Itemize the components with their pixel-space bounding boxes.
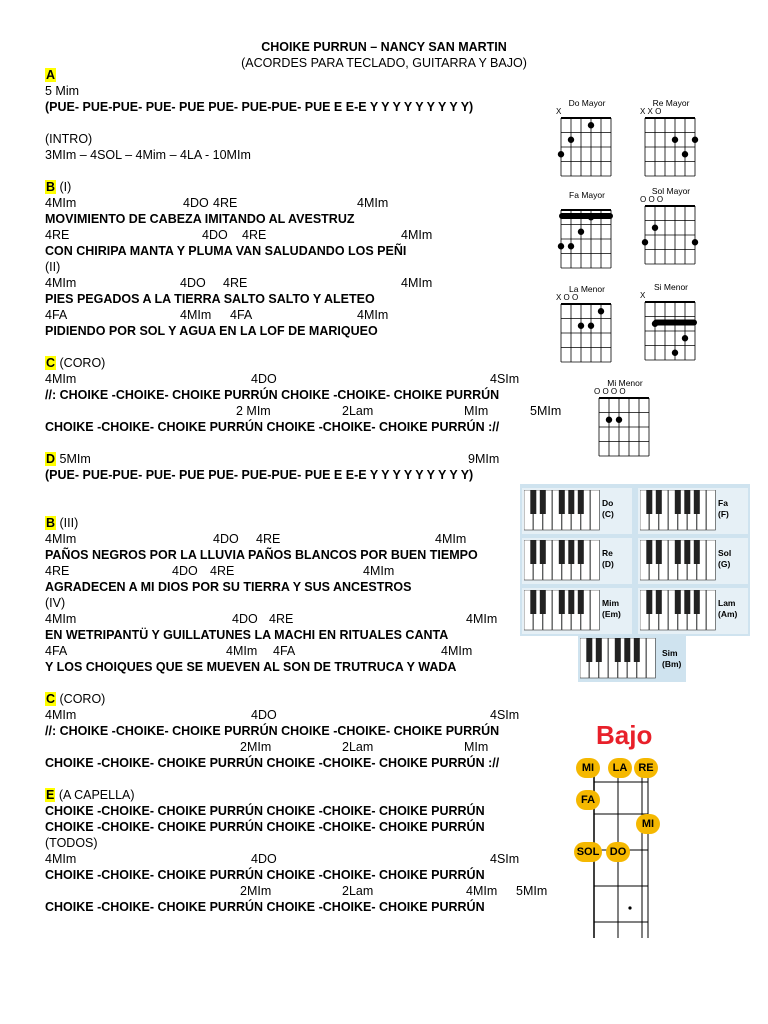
note-line — [45, 148, 251, 163]
chord-symbol: 4MIm — [45, 276, 77, 290]
section-label: E — [46, 788, 55, 802]
chord-symbol: MIm — [464, 404, 489, 418]
lyric-line — [45, 420, 499, 435]
lyric-line — [45, 724, 499, 739]
line-text: //: CHOIKE -CHOIKE- CHOIKE PURRÚN CHOIKE -CHOIKE- CHOIKE PURRÚN — [45, 724, 500, 738]
chord-symbol: 4FA — [45, 644, 68, 658]
line-text: (CORO) — [56, 356, 106, 370]
song-subtitle: (ACORDES PARA TECLADO, GUITARRA Y BAJO) — [241, 56, 527, 70]
guitar-chord-box — [550, 284, 624, 364]
chord-symbol: 4RE — [45, 564, 70, 578]
bass-note: MI — [576, 758, 600, 778]
chord-symbol: 4DO — [172, 564, 198, 578]
piano-keys-icon — [640, 540, 716, 582]
chord-symbol: 4DO — [251, 852, 277, 866]
piano-chord-mim: Mim (Em) — [522, 588, 632, 634]
chord-symbol: 4MIm — [45, 708, 77, 722]
guitar-chord-box — [588, 378, 662, 458]
string-marks: O O O — [640, 195, 664, 204]
line-text: (IV) — [45, 596, 66, 610]
line-text: MOVIMIENTO DE CABEZA IMITANDO AL AVESTRUZ — [45, 212, 355, 226]
chord-symbol: 2 MIm — [236, 404, 271, 418]
chord-symbol: 4MIm — [45, 372, 77, 386]
bass-note: SOL — [574, 842, 602, 862]
chord-symbol: 4MIm — [45, 612, 77, 626]
string-marks: X O O — [556, 293, 579, 302]
chord-symbol: 4MIm — [226, 644, 258, 658]
line-text: CHOIKE -CHOIKE- CHOIKE PURRÚN CHOIKE -CHOIKE- CHOIKE PURRÚN :// — [45, 420, 500, 434]
section-label: C — [46, 692, 56, 706]
bass-note: FA — [576, 790, 600, 810]
line-text: Y LOS CHOIQUES QUE SE MUEVEN AL SON DE TRUTRUCA Y WADA — [45, 660, 457, 674]
line-text: (CORO) — [56, 692, 106, 706]
fretboard-icon — [557, 302, 617, 364]
guitar-chord-name: Fa Mayor — [569, 190, 605, 200]
section-header — [45, 692, 105, 707]
guitar-chord-box — [634, 98, 708, 178]
section-header — [45, 788, 135, 803]
string-marks: X — [556, 107, 562, 116]
chord-symbol: 4MIm — [401, 228, 433, 242]
lyric-line — [45, 292, 375, 307]
chord-symbol: 4RE — [256, 532, 281, 546]
line-text: (II) — [45, 260, 61, 274]
chord-symbol: 4SIm — [490, 708, 520, 722]
bass-note: LA — [608, 758, 632, 778]
bass-title: Bajo — [596, 720, 653, 750]
section-label: A — [46, 68, 56, 82]
section-label: D — [46, 452, 56, 466]
guitar-chord-name: Si Menor — [653, 282, 688, 292]
section-header — [45, 180, 71, 195]
section-header — [45, 452, 91, 467]
chord-symbol: 4FA — [230, 308, 253, 322]
lyric-line — [45, 820, 485, 835]
lyric-line — [45, 324, 378, 339]
chord-symbol: 4DO — [202, 228, 228, 242]
chord-symbol: 2MIm — [240, 740, 272, 754]
chord-symbol: 4DO — [251, 708, 277, 722]
chord-symbol: 4RE — [242, 228, 267, 242]
guitar-chord-box — [634, 282, 708, 362]
line-text: CHOIKE -CHOIKE- CHOIKE PURRÚN CHOIKE -CHOIKE- CHOIKE PURRÚN — [45, 900, 485, 914]
line-text: PIDIENDO POR SOL Y AGUA EN LA LOF DE MARIQUEO — [45, 324, 378, 338]
chord-symbol: 4MIm — [466, 884, 498, 898]
line-text: CHOIKE -CHOIKE- CHOIKE PURRÚN CHOIKE -CHOIKE- CHOIKE PURRÚN — [45, 868, 485, 882]
string-marks: O O O O — [594, 387, 626, 396]
section-label: C — [46, 356, 56, 370]
chord-symbol: 4MIm — [45, 532, 77, 546]
guitar-chord-name: Do Mayor — [568, 98, 606, 108]
note-line — [45, 596, 65, 611]
piano-keys-icon — [524, 490, 600, 532]
section-label: B — [46, 516, 56, 530]
note-line — [45, 836, 98, 851]
piano-chord-sim: Sim (Bm) — [578, 636, 686, 682]
lyric-line — [45, 660, 456, 675]
lyric-line — [45, 868, 485, 883]
section-label: B — [46, 180, 56, 194]
chord-symbol: 4FA — [45, 308, 68, 322]
lyric-line — [45, 628, 448, 643]
piano-chord-fa: Fa (F) — [638, 488, 748, 534]
guitar-chord-name: Re Mayor — [652, 98, 690, 108]
fretboard-icon — [557, 208, 617, 270]
guitar-chord-box — [550, 98, 624, 178]
guitar-chord-box — [634, 186, 708, 266]
piano-keys-icon — [640, 590, 716, 632]
piano-chord-re: Re (D) — [522, 538, 632, 584]
chord-symbol: 4DO — [180, 276, 206, 290]
lyric-line — [45, 548, 478, 563]
line-text: (PUE- PUE-PUE- PUE- PUE PUE- PUE-PUE- PUE E E-E Y Y Y Y Y Y Y Y Y) — [45, 100, 474, 114]
chord-symbol: 4MIm — [363, 564, 395, 578]
lyric-line — [45, 100, 473, 115]
chord-symbol: 4MIm — [45, 196, 77, 210]
line-text: (III) — [56, 516, 79, 530]
line-text: //: CHOIKE -CHOIKE- CHOIKE PURRÚN CHOIKE -CHOIKE- CHOIKE PURRÚN — [45, 388, 500, 402]
bass-note: RE — [634, 758, 658, 778]
line-text: PIES PEGADOS A LA TIERRA SALTO SALTO Y ALETEO — [45, 292, 375, 306]
section-header — [45, 516, 78, 531]
bass-diagram — [572, 720, 682, 938]
chord-symbol: 4DO — [232, 612, 258, 626]
chord-symbol: 5MIm — [530, 404, 562, 418]
fretboard-icon — [641, 300, 701, 362]
chord-symbol: 2Lam — [342, 740, 374, 754]
guitar-chord-name: La Menor — [569, 284, 605, 294]
string-marks: X X O — [640, 107, 662, 116]
piano-chord-panel — [520, 484, 750, 636]
line-text: (PUE- PUE-PUE- PUE- PUE PUE- PUE-PUE- PUE E E-E Y Y Y Y Y Y Y Y Y) — [45, 468, 474, 482]
song-title: CHOIKE PURRUN – NANCY SAN MARTIN — [261, 40, 507, 54]
piano-keys-icon — [640, 490, 716, 532]
line-text: AGRADECEN A MI DIOS POR SU TIERRA Y SUS ANCESTROS — [45, 580, 412, 594]
chord-symbol: 2Lam — [342, 884, 374, 898]
bass-fretboard-icon — [572, 720, 682, 938]
lyric-line — [45, 580, 411, 595]
chord-symbol: 4DO — [183, 196, 209, 210]
chord-symbol: 4RE — [269, 612, 294, 626]
section-header — [45, 68, 56, 83]
lyric-line — [45, 244, 406, 259]
piano-keys-icon — [524, 590, 600, 632]
chord-symbol: 4DO — [213, 532, 239, 546]
chord-symbol: 4MIm — [45, 852, 77, 866]
line-text: CON CHIRIPA MANTA Y PLUMA VAN SALUDANDO LOS PEÑI — [45, 244, 407, 258]
guitar-chord-box — [550, 190, 624, 270]
piano-keys-icon — [580, 638, 660, 680]
chord-symbol: 2MIm — [240, 884, 272, 898]
line-text: 5MIm — [56, 452, 91, 466]
note-line — [45, 260, 60, 275]
note-line — [45, 132, 92, 147]
line-text: (INTRO) — [45, 132, 93, 146]
line-text: 5 Mim — [45, 84, 80, 98]
string-marks: X — [640, 291, 646, 300]
piano-chord-sol: Sol (G) — [638, 538, 748, 584]
line-text: PAÑOS NEGROS POR LA LLUVIA PAÑOS BLANCOS POR BUEN TIEMPO — [45, 548, 478, 562]
chord-symbol: 4DO — [251, 372, 277, 386]
chord-symbol: 4MIm — [357, 196, 389, 210]
line-text: (A CAPELLA) — [55, 788, 135, 802]
chord-symbol: 4MIm — [180, 308, 212, 322]
chord-symbol: 4MIm — [466, 612, 498, 626]
lyric-line — [45, 756, 499, 771]
line-text: EN WETRIPANTÜ Y GUILLATUNES LA MACHI EN RITUALES CANTA — [45, 628, 449, 642]
lyric-line — [45, 804, 485, 819]
chord-symbol: 9MIm — [468, 452, 500, 466]
chord-symbol: 5MIm — [516, 884, 548, 898]
chord-symbol: 4RE — [223, 276, 248, 290]
guitar-chord-name: Sol Mayor — [651, 186, 691, 196]
line-text: 3MIm – 4SOL – 4Mim – 4LA - 10MIm — [45, 148, 251, 162]
fretboard-icon — [641, 204, 701, 266]
fretboard-icon — [595, 396, 655, 458]
chord-symbol: 4SIm — [490, 372, 520, 386]
lyric-line — [45, 468, 473, 483]
fretboard-icon — [641, 116, 701, 178]
chord-symbol: 4MIm — [435, 532, 467, 546]
chord-symbol: 4RE — [213, 196, 238, 210]
chord-symbol: 4RE — [45, 228, 70, 242]
lyric-line — [45, 388, 499, 403]
chord-symbol: 4MIm — [441, 644, 473, 658]
line-text: (TODOS) — [45, 836, 98, 850]
chord-symbol: 4MIm — [401, 276, 433, 290]
bass-note: DO — [606, 842, 630, 862]
piano-chord-lam: Lam (Am) — [638, 588, 748, 634]
line-text: CHOIKE -CHOIKE- CHOIKE PURRÚN CHOIKE -CHOIKE- CHOIKE PURRÚN — [45, 820, 485, 834]
chord-symbol: 4FA — [273, 644, 296, 658]
chord-symbol: 4RE — [210, 564, 235, 578]
lyric-line — [45, 900, 485, 915]
chord-symbol: 2Lam — [342, 404, 374, 418]
piano-chord-do: Do (C) — [522, 488, 632, 534]
fretboard-icon — [557, 116, 617, 178]
line-text: CHOIKE -CHOIKE- CHOIKE PURRÚN CHOIKE -CHOIKE- CHOIKE PURRÚN — [45, 804, 485, 818]
bass-note: MI — [636, 814, 660, 834]
note-line — [45, 84, 79, 99]
chord-symbol: 4SIm — [490, 852, 520, 866]
chord-symbol: 4MIm — [357, 308, 389, 322]
section-header — [45, 356, 105, 371]
piano-keys-icon — [524, 540, 600, 582]
line-text: (I) — [56, 180, 72, 194]
guitar-chord-name: Mi Menor — [607, 378, 643, 388]
chord-symbol: MIm — [464, 740, 489, 754]
line-text: CHOIKE -CHOIKE- CHOIKE PURRÚN CHOIKE -CHOIKE- CHOIKE PURRÚN :// — [45, 756, 500, 770]
lyric-line — [45, 212, 355, 227]
